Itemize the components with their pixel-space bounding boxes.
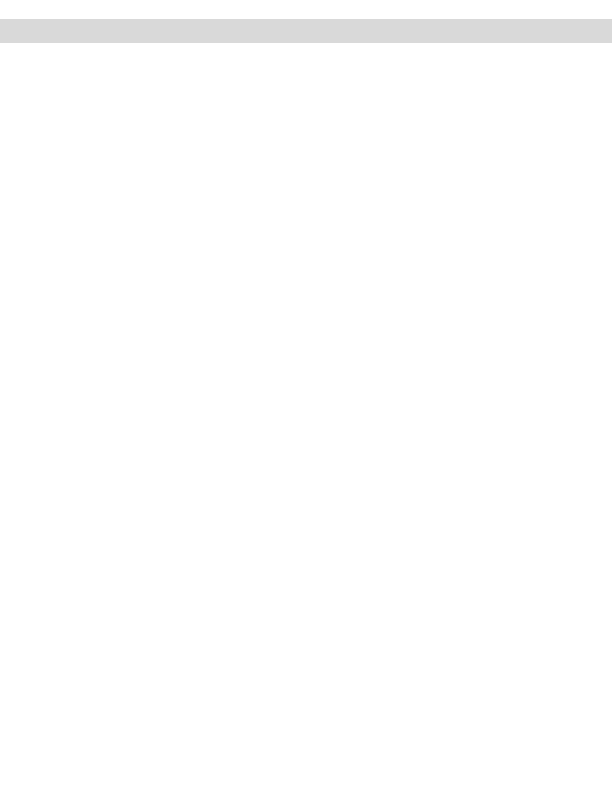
page-title (36, 52, 48, 69)
header-text (36, 23, 43, 38)
header-bar (0, 19, 612, 43)
